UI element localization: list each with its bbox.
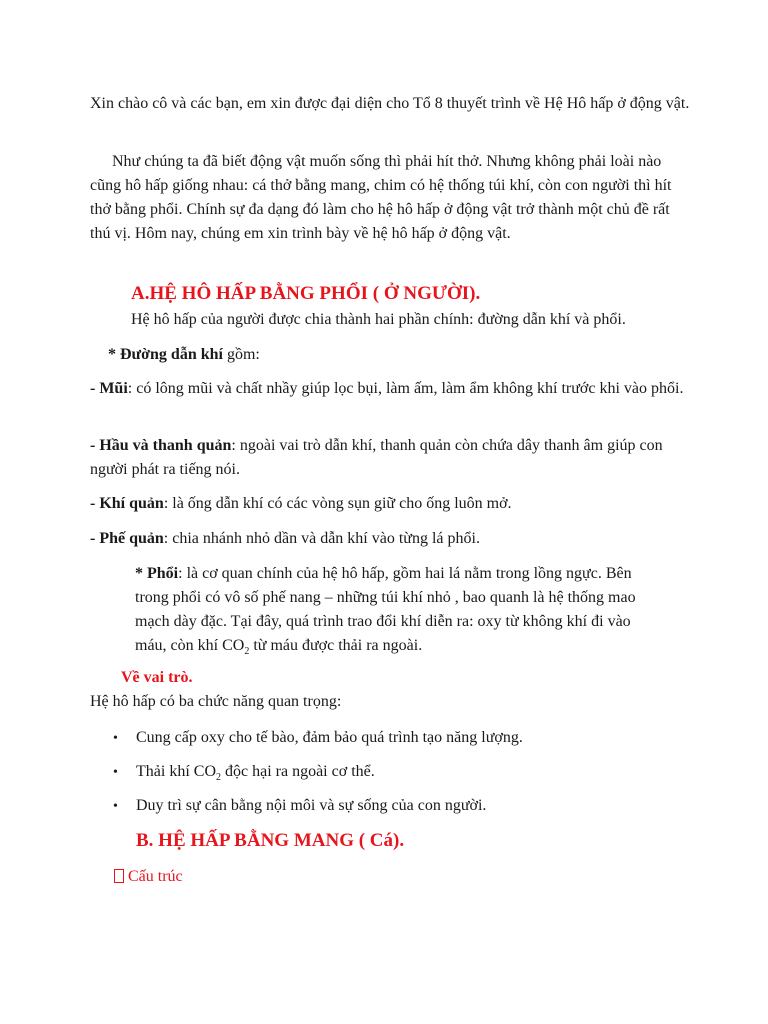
item-text: : là ống dẫn khí có các vòng sụn giữ cho ống luôn mở. [163, 495, 512, 512]
role-heading: Về vai trò. [121, 669, 193, 686]
intro-paragraph-1: Xin chào cô và các bạn, em xin được đại diện cho Tổ 8 thuyết trình về Hệ Hô hấp ở động vật. [90, 95, 690, 112]
item-trachea [90, 492, 690, 516]
role-intro: Hệ hô hấp có ba chức năng quan trọng: [90, 693, 342, 710]
structure-heading [114, 865, 183, 889]
missing-glyph-icon [114, 869, 124, 883]
bullet-icon: • [113, 799, 118, 814]
item-text: : có lông mũi và chất nhầy giúp lọc bụi, làm ấm, làm ẩm không khí trước khi vào phổi. [127, 380, 684, 397]
item-text: : ngoài vai trò dẫn khí, thanh quản còn chứa dây thanh âm giúp con người phát ra tiếng nói. [90, 437, 663, 478]
bullet-2-pre: Thải khí CO [136, 763, 216, 780]
item-term: - Hầu và thanh quản [90, 437, 232, 454]
section-a-heading: A.HỆ HÔ HẤP BẰNG PHỔI ( Ở NGƯỜI). [131, 283, 481, 304]
section-a-intro: Hệ hô hấp của người được chia thành hai phần chính: đường dẫn khí và phổi. [131, 311, 626, 328]
structure-label: Cấu trúc [128, 868, 183, 885]
bullet-item-1: Cung cấp oxy cho tế bào, đảm bảo quá trình tạo năng lượng. [136, 729, 523, 746]
bullet-icon: • [113, 731, 118, 746]
item-pharynx-larynx [90, 434, 690, 482]
co2-subscript: 2 [216, 772, 221, 783]
bullet-item-3: Duy trì sự cân bằng nội môi và sự sống của con người. [136, 797, 487, 814]
airway-suffix: gồm: [222, 346, 260, 363]
item-term: - Phế quản [90, 530, 164, 547]
item-term: - Mũi [90, 380, 128, 397]
co2-subscript: 2 [244, 646, 250, 657]
item-text: : chia nhánh nhỏ dần và dẫn khí vào từng lá phổi. [163, 530, 480, 547]
bullet-icon: • [113, 765, 118, 780]
intro-paragraph-2: Như chúng ta đã biết động vật muốn sống thì phải hít thở. Nhưng không phải loài nào cũng hô hấp giống nhau: cá thở bằng mang, chim có hệ thống túi khí, còn con người thì hít thở bằng phổi. Chính sự đa dạng đó làm cho hệ hô hấp ở động vật trở thành một chủ đề rất thú vị. Hôm nay, chúng em xin trình bày về hệ hô hấp ở động vật. [90, 153, 672, 242]
lung-label: * Phổi [135, 565, 179, 582]
item-term: - Khí quản [90, 495, 164, 512]
airway-heading [108, 343, 260, 367]
lung-paragraph [135, 562, 665, 658]
item-bronchi [90, 527, 690, 551]
lung-text: : là cơ quan chính của hệ hô hấp, gồm hai lá nằm trong lồng ngực. Bên trong phổi có vô số phế nang – những túi khí nhỏ , bao quanh là hệ thống mao mạch dày đặc. Tại đây, quá trình trao đổi khí diễn ra: oxy từ không khí đi vào máu, còn khí CO [135, 565, 636, 654]
item-nose [90, 377, 690, 401]
bullet-2-post: độc hại ra ngoài cơ thể. [221, 763, 375, 780]
bullet-item-2 [136, 760, 375, 784]
lung-tail: từ máu được thải ra ngoài. [249, 637, 423, 654]
airway-label: * Đường dẫn khí [108, 346, 223, 363]
section-b-heading: B. HỆ HẤP BẰNG MANG ( Cá). [136, 830, 405, 851]
